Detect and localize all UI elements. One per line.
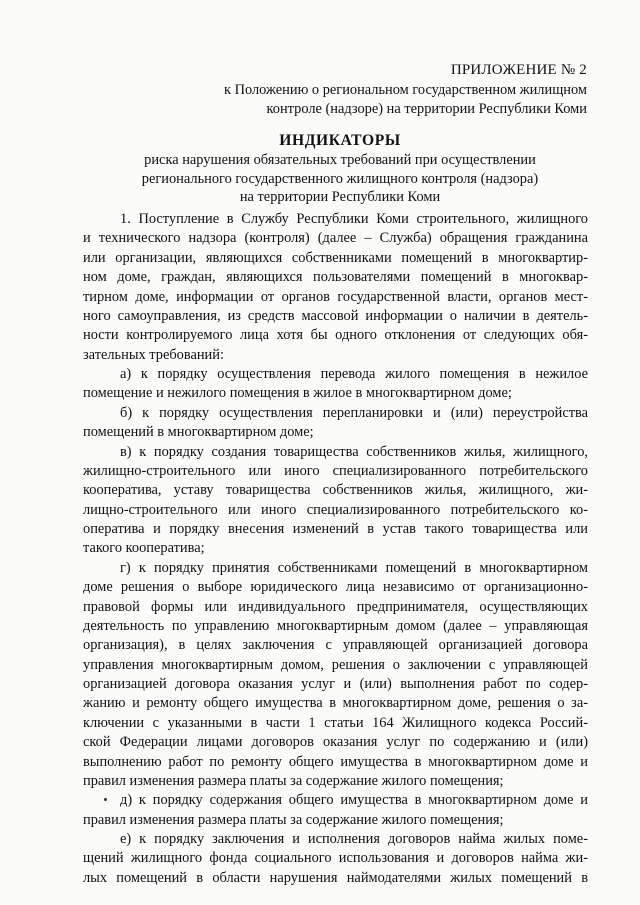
appendix-line: контроле (надзоре) на территории Республики Коми xyxy=(266,101,587,117)
document-subtitle-line: регионального государственного жилищного контроля (надзора) xyxy=(141,170,539,187)
item-e-line: лых помещений в области нарушения наймодателями жилых помещений в xyxy=(83,869,588,886)
item-g-line: ключении с указанными в части 1 статьи 164 Жилищного кодекса Россий- xyxy=(83,714,588,731)
paragraph-1-line: или организации, являющихся собственниками помещений в многоквартир- xyxy=(83,249,588,266)
paragraph-1-line: зательных требований: xyxy=(83,346,224,363)
paragraph-1-line: ного самоуправления, из средств массовой информации о наличии в деятель- xyxy=(83,307,588,324)
item-g-line: ской Федерации лицами договоров оказания услуг по содержанию и (или) xyxy=(83,734,588,751)
paragraph-1-line: 1. Поступление в Службу Республики Коми строительного, жилищного xyxy=(120,211,588,227)
appendix-header xyxy=(224,61,587,120)
item-g-line: правил изменения размера платы за содержание жилого помещения; xyxy=(83,772,504,789)
item-e-line: щений жилищного фонда социального использования и договоров найма жи- xyxy=(83,850,588,867)
item-v-line: кооператива, уставу товарищества собственников жилья, жилищного, жи- xyxy=(83,482,588,499)
item-g-line: доме решения о выборе юридического лица независимо от организационно- xyxy=(83,579,588,596)
item-v-line: лищно-строительного или иного специализированного потребительского ко- xyxy=(83,501,588,518)
document-subtitle-line: на территории Республики Коми xyxy=(239,189,441,205)
item-v-line: оператива и порядку внесения изменений в устав такого товарищества или xyxy=(83,521,588,537)
item-b-line: помещений в многоквартирном доме; xyxy=(83,424,314,441)
paragraph-1-line: ности контролируемого лица хотя бы одного отклонения от следующих обя- xyxy=(83,327,588,344)
item-g-line: организацией договора оказания услуг и (или) выполнения работ по содер- xyxy=(83,676,588,692)
item-g-line: г) к порядку принятия собственниками помещений в многоквартирном xyxy=(120,559,588,576)
item-g-line: организация), в целях заключения с управляющей организацией договора xyxy=(83,637,588,654)
document-title: ИНДИКАТОРЫ xyxy=(279,132,401,149)
document-body xyxy=(83,210,588,888)
item-v-line: жилищно-строительного или иного специализированного потребительского xyxy=(83,462,588,479)
item-g-line: управления многоквартирным домом, решения о заключении с управляющей xyxy=(83,656,588,673)
item-g-line: правовой формы или индивидуального предпринимателя, осуществляющих xyxy=(83,598,588,615)
paragraph-1-line: ном доме, граждан, являющихся пользователями помещений в многоквар- xyxy=(83,269,588,286)
item-a-line: помещение и нежилого помещения в жилое в многоквартирном доме; xyxy=(83,385,512,402)
item-g-line: деятельность по управлению многоквартирным домом (далее – управляющая xyxy=(83,617,588,634)
item-v-line: такого кооператива; xyxy=(83,540,205,557)
paragraph-1-line: тирном доме, информации от органов государственной власти, органов мест- xyxy=(83,288,588,305)
item-v-line: в) к порядку создания товарищества собственников жилья, жилищного, xyxy=(120,443,588,460)
item-g-line: жанию и ремонту общего имущества в многоквартирном доме, решения о за- xyxy=(83,695,588,712)
paragraph-1-line: и технического надзора (контроля) (далее – Служба) обращения гражданина xyxy=(83,230,588,247)
document-heading xyxy=(60,131,620,207)
item-d-line: правил изменения размера платы за содержание жилого помещения; xyxy=(83,811,504,828)
item-e-line: е) к порядку заключения и исполнения договоров найма жилых поме- xyxy=(120,831,588,847)
item-g-line: выполнению работ по ремонту общего имущества в многоквартирном доме и xyxy=(83,753,588,770)
appendix-line: к Положению о региональном государственном жилищном xyxy=(224,81,587,98)
item-b-line: б) к порядку осуществления перепланировки и (или) переустройства xyxy=(120,404,588,421)
item-a-line: а) к порядку осуществления перевода жилого помещения в нежилое xyxy=(120,366,588,382)
scan-dot-mark xyxy=(104,798,107,801)
item-d-line: д) к порядку содержания общего имущества в многоквартирном доме и xyxy=(120,792,588,809)
appendix-title: ПРИЛОЖЕНИЕ № 2 xyxy=(450,62,587,78)
document-subtitle-line: риска нарушения обязательных требований при осуществлении xyxy=(144,152,536,168)
